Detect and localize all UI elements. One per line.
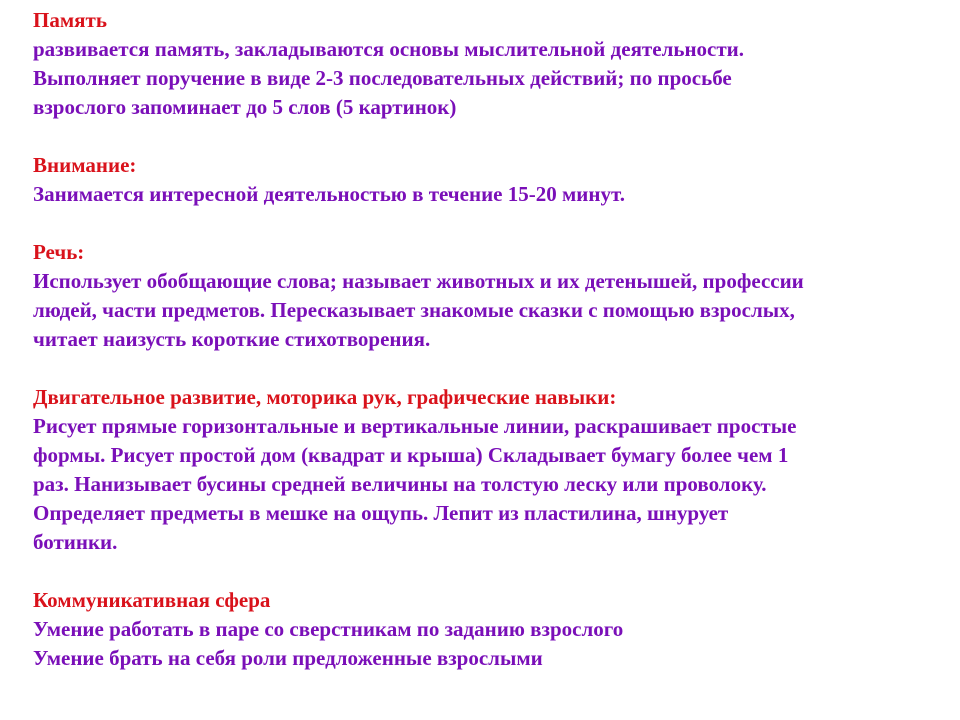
section-heading-attention: Внимание: <box>33 153 137 177</box>
section-text-line: взрослого запоминает до 5 слов (5 картинок) <box>33 95 457 119</box>
section-attention <box>33 151 943 209</box>
section-text-line: ботинки. <box>33 530 118 554</box>
section-spacer <box>33 557 943 586</box>
section-text-line: Определяет предметы в мешке на ощупь. Лепит из пластилина, шнурует <box>33 501 729 525</box>
section-communication <box>33 586 943 673</box>
section-heading-speech: Речь: <box>33 240 85 264</box>
section-memory <box>33 6 943 122</box>
section-spacer <box>33 122 943 151</box>
section-text-line: Умение брать на себя роли предложенные взрослыми <box>33 646 543 670</box>
section-text-line: Рисует прямые горизонтальные и вертикальные линии, раскрашивает простые <box>33 414 797 438</box>
section-text-line: Умение работать в паре со сверстникам по заданию взрослого <box>33 617 624 641</box>
section-text-line: Использует обобщающие слова; называет животных и их детенышей, профессии <box>33 269 804 293</box>
section-motor-skills <box>33 383 943 557</box>
section-text-line: Выполняет поручение в виде 2-3 последовательных действий; по просьбе <box>33 66 732 90</box>
section-heading-communication: Коммуникативная сфера <box>33 588 271 612</box>
section-text-line: раз. Нанизывает бусины средней величины на толстую леску или проволоку. <box>33 472 767 496</box>
section-text-line: развивается память, закладываются основы мыслительной деятельности. <box>33 37 745 61</box>
section-text-line: читает наизусть короткие стихотворения. <box>33 327 431 351</box>
section-spacer <box>33 209 943 238</box>
section-speech <box>33 238 943 354</box>
slide-content <box>33 6 943 673</box>
section-heading-motor-skills: Двигательное развитие, моторика рук, графические навыки: <box>33 385 617 409</box>
section-text-line: людей, части предметов. Пересказывает знакомые сказки с помощью взрослых, <box>33 298 795 322</box>
section-text-line: Занимается интересной деятельностью в течение 15-20 минут. <box>33 182 625 206</box>
section-spacer <box>33 354 943 383</box>
section-heading-memory: Память <box>33 8 107 32</box>
section-text-line: формы. Рисует простой дом (квадрат и крыша) Складывает бумагу более чем 1 <box>33 443 789 467</box>
